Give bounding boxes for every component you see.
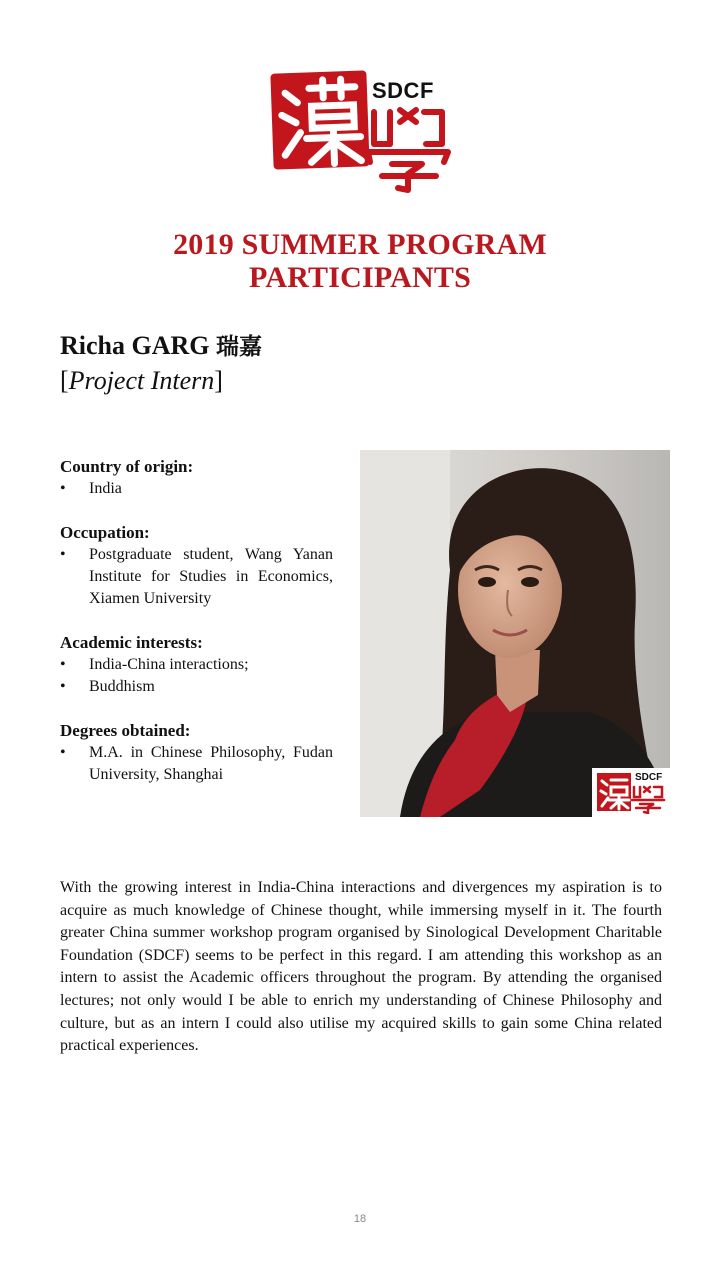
xue-character-icon — [364, 104, 452, 194]
participant-photo — [360, 450, 670, 817]
logo-acronym: SDCF — [372, 78, 434, 103]
degrees-list — [60, 742, 333, 786]
page-number: 18 — [353, 1213, 367, 1225]
portrait-illustration — [360, 450, 670, 817]
interests-label: Academic interests: — [60, 633, 203, 652]
country-list — [60, 478, 333, 500]
sdcf-badge — [592, 768, 670, 817]
xue-character-icon — [630, 784, 666, 814]
han-character-seal-icon — [270, 70, 369, 169]
page-title — [0, 228, 720, 294]
degree-item: • M.A. in Chinese Philosophy, Fudan University, Shanghai — [60, 742, 333, 786]
occupation-label: Occupation: — [60, 523, 150, 542]
page-title-line2: PARTICIPANTS — [249, 261, 471, 294]
han-character-seal-icon — [597, 773, 631, 811]
sdcf-logo — [272, 70, 452, 196]
country-label: Country of origin: — [60, 457, 194, 476]
participant-name-latin: Richa GARG — [60, 331, 210, 360]
participant-statement: With the growing interest in India-China interactions and divergences my aspiration is to acquire as much knowledge of Chinese thought, while immersing myself in it. The fourth greater China summer workshop program organised by Sinological Development Charitable Foundation (SDCF) seems to be perfect in this regard. I am attending this workshop as an intern to assist the Academic officers throughout the program. By attending the organised lectures; not only would I be able to enrich my understanding of Chinese Philosophy and culture, but as an intern I could also utilise my acquired skills to gain some China related practical experiences. — [60, 879, 662, 1055]
interest-item: • Buddhism — [60, 676, 333, 698]
interests-list — [60, 654, 333, 698]
occupation-item: • Postgraduate student, Wang Yanan Institute for Studies in Economics, Xiamen University — [60, 544, 333, 610]
participant-name-chinese: 瑞嘉 — [216, 334, 262, 360]
participant-role-text: Project Intern — [68, 366, 215, 395]
interest-item: • India-China interactions; — [60, 654, 333, 676]
participant-name — [60, 328, 262, 361]
country-item: • India — [60, 478, 333, 500]
participant-details — [60, 456, 333, 808]
occupation-list — [60, 544, 333, 610]
page-title-line1: 2019 SUMMER PROGRAM — [173, 228, 547, 261]
participant-role: [Project Intern] — [60, 366, 223, 395]
badge-acronym: SDCF — [635, 772, 663, 783]
degrees-label: Degrees obtained: — [60, 721, 191, 740]
